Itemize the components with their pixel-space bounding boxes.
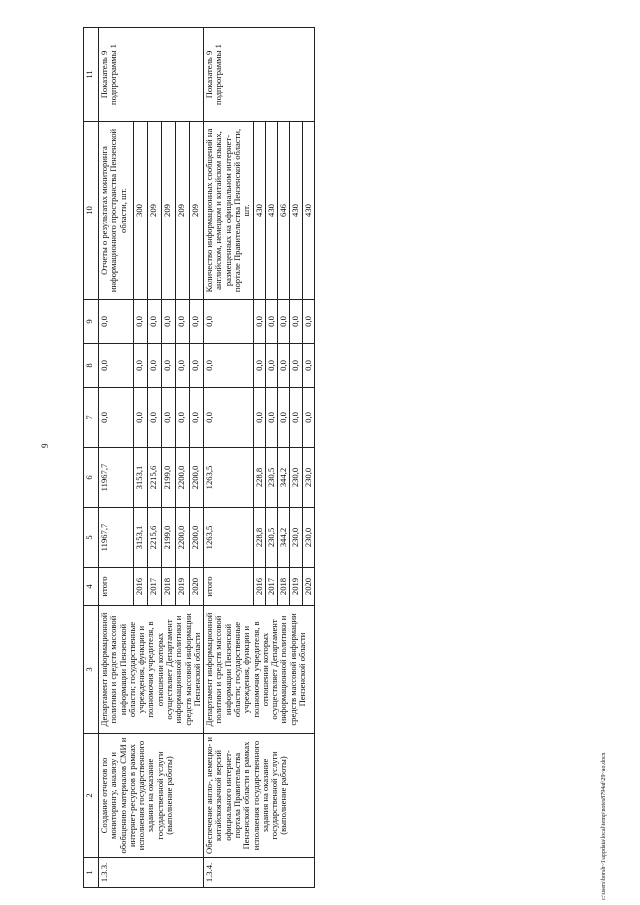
value-cell: 2199,0 [162, 448, 176, 508]
activity-executor: Департамент информационной политики и средств массовой информации Пензенской области; государственные учреждения, функции и полномочия учредителя, в отношении которых осуществляет Департамент информационной политики и средств массовой информации Пензенской области [204, 606, 315, 734]
value-cell: 228,8 [253, 508, 265, 568]
value-cell: 0,0 [302, 388, 314, 448]
value-cell: 0,0 [176, 344, 190, 388]
value-cell: 0,0 [176, 388, 190, 448]
file-path-footer: c:\users\borsh~1\appdata\local\temp\notes8794af\29~ao.docx [601, 752, 607, 900]
value-cell: 2199,0 [162, 508, 176, 568]
indicator-value: 430 [265, 122, 277, 300]
year-cell: 2017 [148, 568, 162, 606]
value-cell: 0,0 [190, 388, 204, 448]
year-cell: 2019 [176, 568, 190, 606]
rotated-table-wrapper [83, 28, 590, 888]
value-cell: 0,0 [99, 300, 134, 344]
value-cell: 2200,0 [190, 508, 204, 568]
program-activities-table [83, 27, 315, 888]
value-cell: 0,0 [204, 388, 253, 448]
col-header: 11 [84, 28, 99, 122]
indicator-value: 209 [162, 122, 176, 300]
value-cell: 11967,7 [99, 448, 134, 508]
value-cell: 230,0 [302, 508, 314, 568]
indicator-value: 300 [134, 122, 148, 300]
value-cell: 0,0 [190, 300, 204, 344]
value-cell: 0,0 [278, 344, 290, 388]
col-header: 7 [84, 388, 99, 448]
col-header: 1 [84, 858, 99, 888]
value-cell: 0,0 [176, 300, 190, 344]
value-cell: 0,0 [99, 344, 134, 388]
value-cell: 0,0 [148, 344, 162, 388]
indicator-value: 430 [253, 122, 265, 300]
value-cell: 0,0 [278, 388, 290, 448]
value-cell: 0,0 [290, 300, 302, 344]
value-cell: 230,0 [290, 508, 302, 568]
year-cell: 2016 [134, 568, 148, 606]
col-header: 3 [84, 606, 99, 734]
value-cell: 230,5 [265, 448, 277, 508]
value-cell: 230,0 [302, 448, 314, 508]
value-cell: 0,0 [134, 300, 148, 344]
col-header: 10 [84, 122, 99, 300]
value-cell: 2200,0 [176, 448, 190, 508]
col-header: 6 [84, 448, 99, 508]
value-cell: 344,2 [278, 448, 290, 508]
value-cell: 11967,7 [99, 508, 134, 568]
value-cell: 0,0 [290, 344, 302, 388]
indicator-value: 430 [302, 122, 314, 300]
value-cell: 0,0 [162, 388, 176, 448]
value-cell: 0,0 [265, 344, 277, 388]
year-cell: 2016 [253, 568, 265, 606]
col-header: 9 [84, 300, 99, 344]
col-header: 8 [84, 344, 99, 388]
value-cell: 0,0 [148, 300, 162, 344]
year-cell: 2020 [302, 568, 314, 606]
value-cell: 0,0 [99, 388, 134, 448]
value-cell: 0,0 [253, 300, 265, 344]
value-cell: 0,0 [134, 344, 148, 388]
table-row [99, 28, 134, 888]
value-cell: 0,0 [278, 300, 290, 344]
col-header: 2 [84, 734, 99, 858]
indicator-value: 209 [148, 122, 162, 300]
year-cell: 2017 [265, 568, 277, 606]
indicator-value: 209 [176, 122, 190, 300]
value-cell: 1263,5 [204, 508, 253, 568]
value-cell: 0,0 [253, 344, 265, 388]
value-cell: 228,8 [253, 448, 265, 508]
value-cell: 0,0 [204, 300, 253, 344]
value-cell: 2200,0 [176, 508, 190, 568]
indicator-value: 646 [278, 122, 290, 300]
activity-executor: Департамент информационной политики и средств массовой информации Пензенской области; государственные учреждения, функции и полномочия учредителя, в отношении которых осуществляет Департамент информационной политики и средств массовой информации Пензенской области [99, 606, 204, 734]
value-cell: 2215,6 [148, 508, 162, 568]
value-cell: 0,0 [162, 300, 176, 344]
value-cell: 0,0 [302, 300, 314, 344]
activity-name: Обеспечение англо-, немецко- и китайскоязычной версий официального интернет-портала Правительства Пензенской области в рамках исполнения государственного задания на оказание государственной услуги (выполнение работы) [204, 734, 315, 858]
activity-code: 1.3.3. [99, 858, 204, 888]
table-row [204, 28, 253, 888]
indicator-name: Количество информационных сообщений на английском, немецком и китайском языках, размещенных на официальном интернет-портале Правительства Пензенской области, шт. [204, 122, 253, 300]
program-ref: Показатель 9 подпрограммы 1 [204, 28, 315, 122]
year-cell: 2019 [290, 568, 302, 606]
year-cell: итого [204, 568, 253, 606]
value-cell: 0,0 [265, 300, 277, 344]
year-cell: 2018 [278, 568, 290, 606]
value-cell: 1263,5 [204, 448, 253, 508]
value-cell: 344,2 [278, 508, 290, 568]
value-cell: 230,0 [290, 448, 302, 508]
year-cell: итого [99, 568, 134, 606]
activity-name: Создание отчетов по мониторингу, анализу и обобщению материалов СМИ и интернет-ресурсов в рамках исполнения государственного задания на оказание государственной услуги (выполнение работы) [99, 734, 204, 858]
value-cell: 0,0 [253, 388, 265, 448]
indicator-name: Отчеты о результатах мониторинга информационного пространства Пензенской области, шт. [99, 122, 134, 300]
page-number: 9 [40, 443, 50, 448]
value-cell: 0,0 [134, 388, 148, 448]
indicator-value: 209 [190, 122, 204, 300]
value-cell: 2215,6 [148, 448, 162, 508]
value-cell: 0,0 [204, 344, 253, 388]
value-cell: 0,0 [302, 344, 314, 388]
value-cell: 3153,1 [134, 448, 148, 508]
value-cell: 0,0 [190, 344, 204, 388]
value-cell: 3153,1 [134, 508, 148, 568]
value-cell: 230,5 [265, 508, 277, 568]
activity-code: 1.3.4. [204, 858, 315, 888]
col-header: 4 [84, 568, 99, 606]
value-cell: 2200,0 [190, 448, 204, 508]
year-cell: 2018 [162, 568, 176, 606]
col-header: 5 [84, 508, 99, 568]
program-ref: Показатель 9 подпрограммы 1 [99, 28, 204, 122]
value-cell: 0,0 [265, 388, 277, 448]
value-cell: 0,0 [290, 388, 302, 448]
header-row [84, 28, 99, 888]
indicator-value: 430 [290, 122, 302, 300]
value-cell: 0,0 [148, 388, 162, 448]
year-cell: 2020 [190, 568, 204, 606]
value-cell: 0,0 [162, 344, 176, 388]
